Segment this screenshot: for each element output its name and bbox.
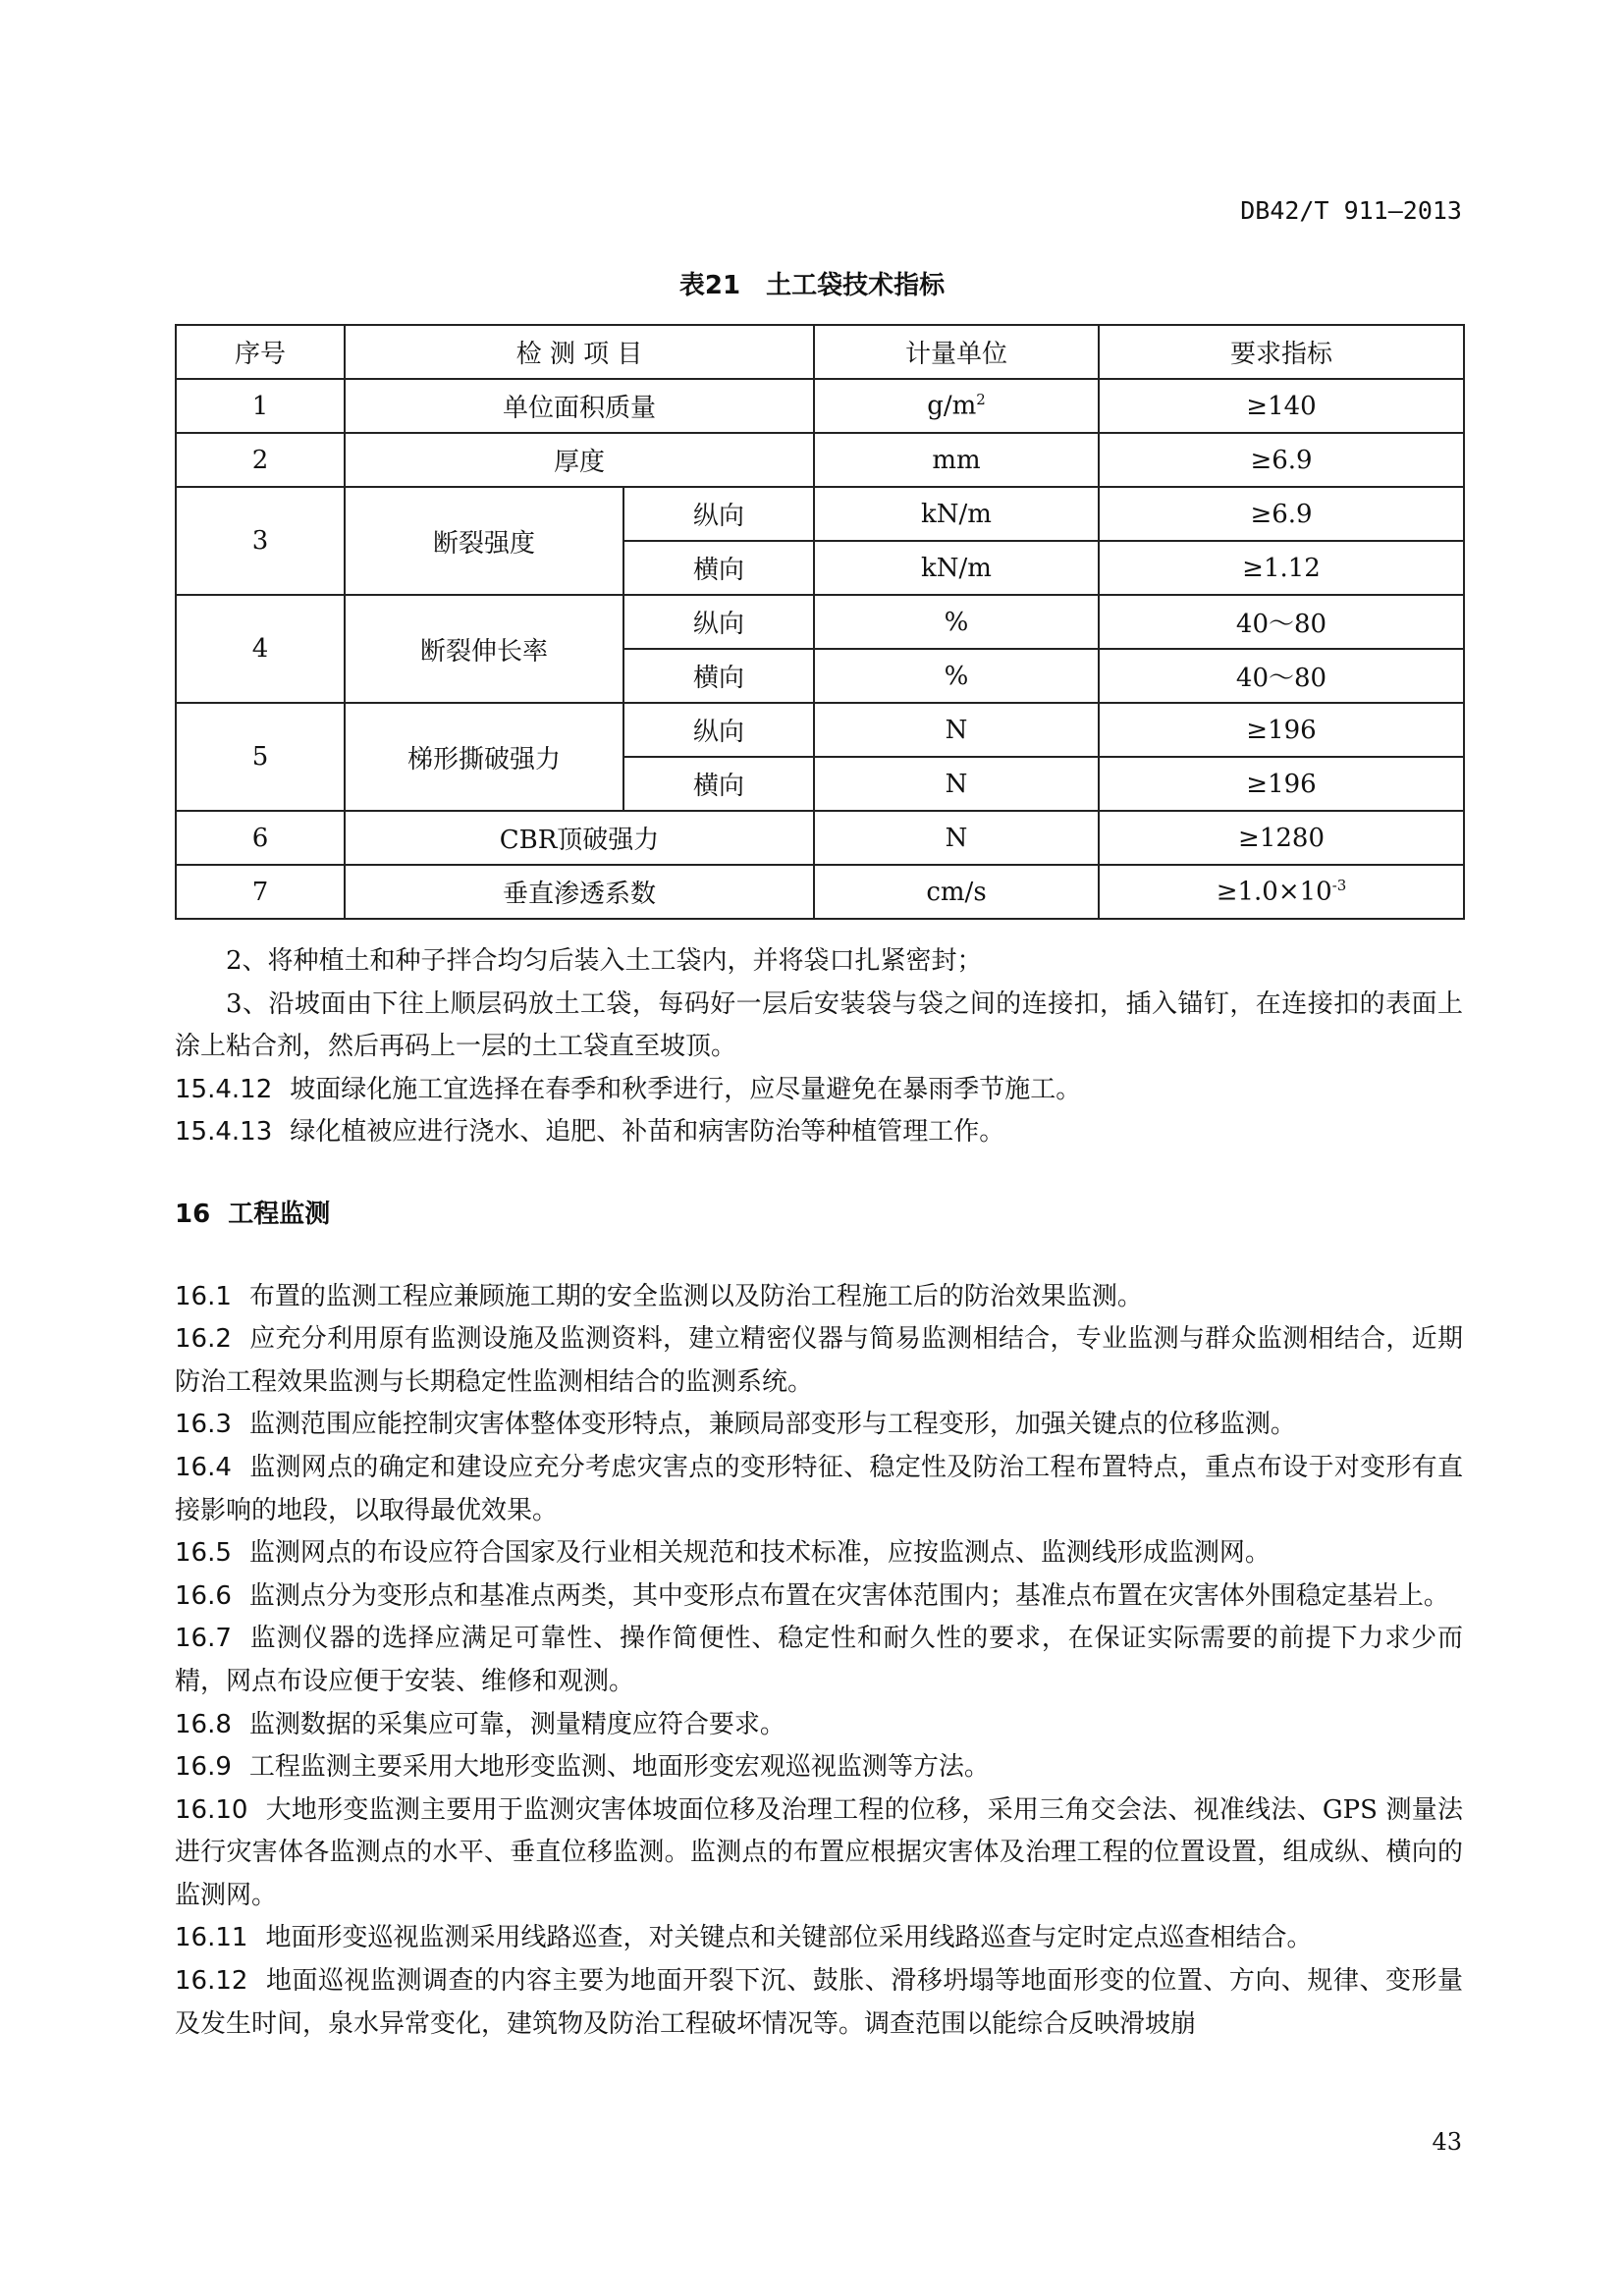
clause — [175, 1704, 1463, 1747]
clause-number: 16.10 — [175, 1794, 248, 1825]
cell-req: ≥6.9 — [1099, 487, 1464, 541]
section-title: 工程监测 — [228, 1199, 331, 1229]
cell-unit: N — [814, 757, 1099, 811]
cell-direction: 纵向 — [623, 487, 814, 541]
cell-item: 单位面积质量 — [345, 379, 814, 433]
clause — [175, 1069, 1463, 1112]
cell-req: ≥1280 — [1099, 811, 1464, 865]
clause-text: 监测仪器的选择应满足可靠性、操作简便性、稳定性和耐久性的要求，在保证实际需要的前提下力求少而精，网点布设应便于安装、维修和观测。 — [175, 1624, 1463, 1696]
clause-number: 15.4.13 — [175, 1117, 273, 1148]
clause — [175, 1318, 1463, 1404]
cell-no: 4 — [176, 595, 345, 703]
table-row — [176, 433, 1464, 487]
table-row — [176, 487, 1464, 541]
clause — [175, 1276, 1463, 1319]
cell-no: 7 — [176, 865, 345, 919]
cell-item: 梯形撕破强力 — [345, 703, 623, 811]
clause-number: 16.5 — [175, 1538, 232, 1569]
paragraph: 2、将种植土和种子拌合均匀后装入土工袋内，并将袋口扎紧密封； — [226, 946, 983, 976]
clause-list — [175, 1276, 1463, 2047]
clause-number: 16.12 — [175, 1966, 248, 1997]
table-row — [176, 811, 1464, 865]
cell-req: ≥196 — [1099, 703, 1464, 757]
table-row — [176, 595, 1464, 649]
cell-unit: cm/s — [814, 865, 1099, 919]
clause-number: 16.2 — [175, 1324, 232, 1355]
cell-req: 40～80 — [1099, 595, 1464, 649]
cell-item: 断裂伸长率 — [345, 595, 623, 703]
header-cell: 检 测 项 目 — [345, 325, 814, 379]
clause-text: 绿化植被应进行浇水、追肥、补苗和病害防治等种植管理工作。 — [290, 1117, 1005, 1148]
clause-text: 大地形变监测主要用于监测灾害体坡面位移及治理工程的位移，采用三角交会法、视准线法、GPS 测量法进行灾害体各监测点的水平、垂直位移监测。监测点的布置应根据灾害体及治理工程的位置设置，组成纵、横向的监测网。 — [175, 1794, 1463, 1910]
clause-number: 16.11 — [175, 1923, 248, 1953]
cell-unit: N — [814, 811, 1099, 865]
section-number: 16 — [175, 1199, 211, 1229]
clause-number: 16.4 — [175, 1452, 232, 1482]
cell-direction: 横向 — [623, 757, 814, 811]
cell-req: ≥6.9 — [1099, 433, 1464, 487]
header-cell: 序号 — [176, 325, 345, 379]
clause — [175, 1404, 1463, 1447]
table-row — [176, 865, 1464, 919]
unit-text: g/m — [927, 391, 977, 421]
clause-number: 16.1 — [175, 1281, 232, 1311]
req-superscript: -3 — [1331, 877, 1347, 895]
cell-unit: % — [814, 649, 1099, 703]
cell-unit: N — [814, 703, 1099, 757]
cell-item: 断裂强度 — [345, 487, 623, 595]
req-text: ≥1.0×10 — [1216, 877, 1332, 907]
page-number: 43 — [1432, 2128, 1462, 2156]
table-row — [176, 703, 1464, 757]
cell-item: 厚度 — [345, 433, 814, 487]
cell-no: 6 — [176, 811, 345, 865]
clause-text: 监测网点的确定和建设应充分考虑灾害点的变形特征、稳定性及防治工程布置特点，重点布设于对变形有直接影响的地段，以取得最优效果。 — [175, 1452, 1463, 1525]
clause — [175, 1532, 1463, 1575]
clause-text: 监测点分为变形点和基准点两类，其中变形点布置在灾害体范围内；基准点布置在灾害体外围稳定基岩上。 — [248, 1580, 1449, 1611]
clause-number: 16.7 — [175, 1624, 232, 1654]
clause-text: 监测网点的布设应符合国家及行业相关规范和技术标准，应按监测点、监测线形成监测网。 — [248, 1538, 1271, 1569]
clause-number: 16.8 — [175, 1709, 232, 1739]
cell-direction: 横向 — [623, 649, 814, 703]
cell-direction: 横向 — [623, 541, 814, 595]
cell-unit — [814, 379, 1099, 433]
cell-req — [1099, 865, 1464, 919]
cell-unit: kN/m — [814, 541, 1099, 595]
paragraph: 3、沿坡面由下往上顺层码放土工袋，每码好一层后安装袋与袋之间的连接扣，插入锚钉，在连接扣的表面上涂上粘合剂，然后再码上一层的土工袋直至坡顶。 — [175, 988, 1463, 1062]
clause — [175, 1960, 1463, 2046]
spec-table — [175, 324, 1465, 920]
clause — [175, 1111, 1463, 1154]
cell-req: ≥1.12 — [1099, 541, 1464, 595]
cell-direction: 纵向 — [623, 595, 814, 649]
table-row — [176, 379, 1464, 433]
clause-number: 16.3 — [175, 1410, 232, 1440]
cell-direction: 纵向 — [623, 703, 814, 757]
table-caption: 表21 土工袋技术指标 — [678, 271, 946, 300]
body-text — [175, 940, 1463, 2046]
cell-req: 40～80 — [1099, 649, 1464, 703]
clause-number: 16.9 — [175, 1752, 232, 1783]
clause — [175, 1575, 1463, 1619]
clause-text: 监测数据的采集应可靠，测量精度应符合要求。 — [248, 1709, 785, 1739]
cell-no: 3 — [176, 487, 345, 595]
clause-text: 地面巡视监测调查的内容主要为地面开裂下沉、鼓胀、滑移坍塌等地面形变的位置、方向、规律、变形量及发生时间，泉水异常变化，建筑物及防治工程破坏情况等。调查范围以能综合反映滑坡崩 — [175, 1966, 1463, 2039]
clause-text: 应充分利用原有监测设施及监测资料，建立精密仪器与简易监测相结合，专业监测与群众监测相结合，近期防治工程效果监测与长期稳定性监测相结合的监测系统。 — [175, 1324, 1463, 1397]
cell-req: ≥140 — [1099, 379, 1464, 433]
clause-text: 布置的监测工程应兼顾施工期的安全监测以及防治工程施工后的防治效果监测。 — [248, 1281, 1143, 1311]
clause-text: 地面形变巡视监测采用线路巡查，对关键点和关键部位采用线路巡查与定时定点巡查相结合。 — [265, 1923, 1313, 1953]
header-cell: 要求指标 — [1099, 325, 1464, 379]
clause — [175, 1789, 1463, 1918]
clause-text: 监测范围应能控制灾害体整体变形特点，兼顾局部变形与工程变形，加强关键点的位移监测。 — [248, 1410, 1296, 1440]
unit-superscript: 2 — [976, 391, 986, 409]
clause-number: 16.6 — [175, 1580, 232, 1611]
document-id: DB42/T 911—2013 — [1240, 196, 1462, 225]
cell-req: ≥196 — [1099, 757, 1464, 811]
cell-no: 5 — [176, 703, 345, 811]
clause — [175, 1746, 1463, 1789]
header-cell: 计量单位 — [814, 325, 1099, 379]
clause-text: 坡面绿化施工宜选择在春季和秋季进行，应尽量避免在暴雨季节施工。 — [290, 1074, 1082, 1104]
section-heading — [175, 1194, 1463, 1237]
cell-unit: % — [814, 595, 1099, 649]
cell-no: 2 — [176, 433, 345, 487]
cell-unit: kN/m — [814, 487, 1099, 541]
clause — [175, 1618, 1463, 1703]
table-header-row — [176, 325, 1464, 379]
clause — [175, 1917, 1463, 1960]
clause — [175, 1447, 1463, 1532]
cell-no: 1 — [176, 379, 345, 433]
cell-unit: mm — [814, 433, 1099, 487]
cell-item: CBR顶破强力 — [345, 811, 814, 865]
clause-number: 15.4.12 — [175, 1074, 273, 1104]
clause-text: 工程监测主要采用大地形变监测、地面形变宏观巡视监测等方法。 — [248, 1752, 990, 1783]
cell-item: 垂直渗透系数 — [345, 865, 814, 919]
